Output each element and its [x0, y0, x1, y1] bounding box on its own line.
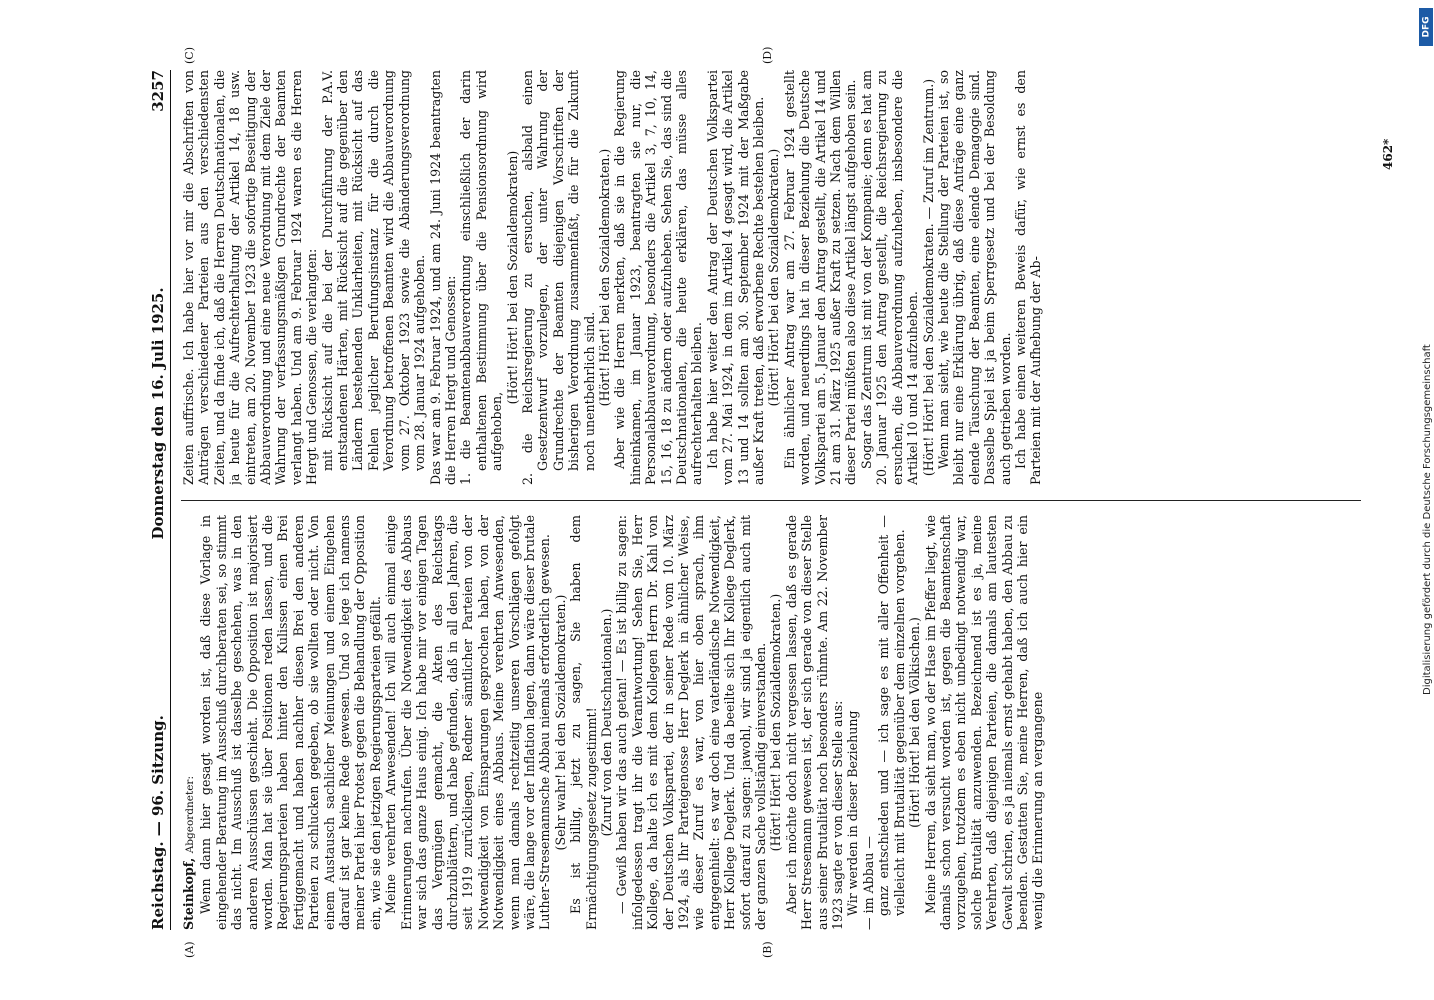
- paragraph: Aber wie die Herren merkten, daß sie in die Regierung hineinkamen, im Januar 1923, beantragten sie nur, die Personalabbauverordnung, besonders die Artikel 3, 7, 10, 14, 15, 16, 18 zu ändern oder aufzuheben. Sehen Sie, das sind die Deutschnationalen, die heute erklären, das müsse alles aufrechterhalten bleiben.: [612, 70, 705, 485]
- interjection: (Hört! Hört! bei den Sozialdemokraten): [504, 150, 520, 405]
- paragraph: — im Abbau —: [860, 835, 876, 930]
- interjection: (Hört! Hört! bei den Sozialdemokraten.): [766, 148, 782, 407]
- page-number: 3257: [149, 70, 167, 112]
- interjection: (Hört! Hört! bei den Völkischen.): [907, 617, 923, 828]
- page-header: [141, 70, 171, 930]
- speaker-name: Steinkopf,: [181, 853, 196, 930]
- interjection: (Hört! Hört! bei den Sozialdemokraten. — Zuruf im Zentrum.): [920, 78, 936, 477]
- interjection: (Hört! Hört! bei den Sozialdemokraten.): [596, 148, 612, 407]
- quotation: ganz entschieden und — ich sage es mit aller Offenheit — vielleicht mit Brutalität gegenüber dem einzelnen vorgehen.: [876, 515, 907, 916]
- margin-marker-b: (B): [761, 941, 774, 958]
- dfg-logo: DFG: [1419, 8, 1433, 46]
- document-page: [141, 46, 1434, 958]
- paragraph: — Gewiß haben wir das auch getan! — Es ist billig zu sagen: infolgedessen tragt ihr die Verantwortung! Sehen Sie, Herr Kollege, da halte ich es mit dem Kollegen Herrn Dr. Kahl von der Deutschen Volkspartei, der in seiner Rede vom 10. März 1924, als Ihr Parteigenosse Herr Deglerk in ähnlicher Weise, wie dieser Zuruf es war, von hier oben sprach, ihm entgegenhielt: es war doch eine vaterländische Notwendigkeit, Herr Kollege Deglerk. Und da beeilte sich Ihr Kollege Deglerk, sofort darauf zu sagen: jawohl, wir sind ja eigentlich auch mit der ganzen Sache vollständig einverstanden.: [614, 515, 769, 930]
- column-rule: [181, 500, 1361, 501]
- quotation: Wir werden in dieser Beziehung: [845, 710, 861, 916]
- margin-marker-c: (C): [183, 47, 196, 64]
- paragraph: Meine Herren, da sieht man, wo der Hase im Pfeffer liegt, wie damals schon versucht worden ist, gegen die Beamtenschaft vorzugehen, trotzdem es eben nicht unbedingt notwendig war, solche Brutalität anzuwenden. Bezeichnend ist es ja, meine Verehrten, daß diejenigen Parteien, die damals am lautesten Gewalt schrien, es ja niemals ernst gehabt haben, den Abbau zu beenden. Gestatten Sie, meine Herren, daß ich auch hier ein wenig die Erinnerung an vergangene: [922, 515, 1046, 930]
- paragraph: Ich habe hier weiter den Antrag der Deutschen Volkspartei vom 27. Mai 1924, in dem im Artikel 4 gesagt wird, die Artikel 13 und 14 sollten am 30. September 1924 mit der Maßgabe außer Kraft treten, daß erworbene Rechte bestehen bleiben.: [704, 70, 767, 485]
- margin-marker-a: (A): [183, 941, 196, 958]
- paragraph: Meine verehrten Anwesenden! Ich will auch einmal einige Erinnerungen nachrufen. Über die Notwendigkeit des Abbaus war sich das ganze Haus einig. Ich habe mir vor einigen Tagen das Vergnügen gemacht, die Akten des Reichstags durchzublättern, und habe gefunden, daß in all den Jahren, die seit 1919 zurückliegen, Redner sämtlicher Parteien von der Notwendigkeit von Einsparungen gesprochen haben, von der Notwendigkeit eines Abbaus. Meine verehrten Anwesenden, wenn man damals rechtzeitig unseren Vorschlägen gefolgt wäre, die lange vor der Inflation lagen, dann wäre dieser brutale Luther-Stresemannsche Abbau niemals erforderlich gewesen.: [383, 515, 553, 930]
- interjection: (Sehr wahr! bei den Sozialdemokraten.): [552, 594, 568, 851]
- paragraph: Ich habe einen weiteren Beweis dafür, wie ernst es den Parteien mit der Aufhebung der Ab-: [1012, 70, 1044, 485]
- paragraph: Sogar das Zentrum ist mit von der Kompanie; denn es hat am 20. Januar 1925 den Antrag gestellt, die Reichsregierung zu ersuchen, die Abbauverordnung aufzuheben, insbesondere die Artikel 10 und 14 aufzuheben.: [858, 70, 921, 485]
- paragraph: Wenn man sieht, wie heute die Stellung der Parteien ist, so bleibt nur eine Erklärung übrig, daß diese Anträge eine ganz elende Täuschung der Beamten, eine elende Demagogie sind. Dasselbe Spiel ist ja beim Sperrgesetz und bei der Besoldung auch getrieben worden.: [935, 70, 1013, 485]
- header-left: Reichstag. — 96. Sitzung.: [149, 715, 167, 930]
- list-item: 2. die Reichsregierung zu ersuchen, alsbald einen Gesetzentwurf vorzulegen, der unter Wahrung der Grundrechte der Beamten diejenigen Vorschriften der bisherigen Verordnung zusammenfaßt, die für die Zukunft noch unentbehrlich sind.: [519, 70, 597, 485]
- margin-marker-d: (D): [761, 46, 774, 64]
- speaker-role: Abgeordneter:: [184, 776, 196, 854]
- list-item: 1. die Beamtenabbauverordnung einschließlich der darin enthaltenen Bestimmung über die Pensionsordnung wird aufgehoben,: [458, 70, 505, 485]
- paragraph: Ein ähnlicher Antrag war am 27. Februar 1924 gestellt worden, und neuerdings hat in dieser Beziehung die Deutsche Volkspartei am 5. Januar den Antrag gestellt, die Artikel 14 und 21 am 31. März 1925 außer Kraft zu setzen. Nach dem Willen dieser Partei müßten also diese Artikel längst aufgehoben sein.: [781, 70, 859, 485]
- quotation: mit Rücksicht auf die bei der Durchführung der P.A.V. entstandenen Härten, mit Rücksicht auf die gegenüber den Ländern bestehenden Unklarheiten, mit Rücksicht auf das Fehlen jeglicher Berufungsinstanz für die durch die Verordnung betroffenen Beamten wird die Abbauverordnung vom 27. Oktober 1923 sowie die Abänderungsverordnung vom 28. Januar 1924 aufgehoben.: [319, 70, 428, 471]
- paragraph: Das war am 9. Februar 1924, und am 24. Juni 1924 beantragten die Herren Hergt und Genossen:: [427, 70, 458, 485]
- digitization-credit: Digitalisierung gefördert durch die Deutsche Forschungsgemeinschaft: [1422, 344, 1433, 695]
- paragraph: Aber ich möchte doch nicht vergessen lassen, daß es gerade Herr Stresemann gewesen ist, der sich gerade von dieser Stelle aus seiner Brutalität noch besonders rühmte. Am 22. November 1923 sagte er von dieser Stelle aus:: [783, 515, 846, 930]
- interjection: (Zuruf von den Deutschnationalen.): [598, 608, 614, 837]
- right-column: [181, 70, 1361, 485]
- sheet-signature: 462*: [1381, 138, 1395, 170]
- header-center: Donnerstag den 16. Juli 1925.: [149, 287, 167, 540]
- paragraph: Es ist billig, jetzt zu sagen, Sie haben dem Ermächtigungsgesetz zugestimmt!: [568, 515, 599, 930]
- interjection: (Hört! Hört! bei den Sozialdemokraten.): [768, 593, 784, 852]
- speaker-line: [181, 515, 198, 930]
- paragraph: Zeiten auffrische. Ich habe hier vor mir die Abschriften von Anträgen verschiedener Parteien aus den verschiedensten Zeiten, und da finde ich, daß die Herren Deutschnationalen, die ja heute für die Aufrechterhaltung der Artikel 14, 18 usw. eintreten, am 20. November 1923 die sofortige Beseitigung der Abbauverordnung und eine neue Verordnung mit dem Ziele der Wahrung der verfassungsmäßigen Grundrechte der Beamten verlangt haben. Und am 9. Februar 1924 waren es die Herren Hergt und Genossen, die verlangten:: [181, 70, 320, 485]
- left-column: [181, 515, 1361, 930]
- paragraph: Wenn dann hier gesagt worden ist, daß diese Vorlage in eingehender Beratung im Ausschuß durchberaten sei, so stimmt das nicht. Im Ausschuß ist dasselbe geschehen, was in den anderen Ausschüssen geschieht. Die Opposition ist majorisiert worden. Man hat sie über Positionen reden lassen, und die Regierungsparteien haben hinter den Kulissen einen Brei fertiggemacht und haben nachher diesen Brei den anderen Parteien zu schlucken gegeben, ob sie wollten oder nicht. Von einem Austausch sachlicher Meinungen und einem Eingehen darauf ist gar keine Rede gewesen. Und so lege ich namens meiner Partei hier Protest gegen die Behandlung der Opposition ein, wie sie den jetzigen Regierungsparteien gefällt.: [198, 515, 383, 930]
